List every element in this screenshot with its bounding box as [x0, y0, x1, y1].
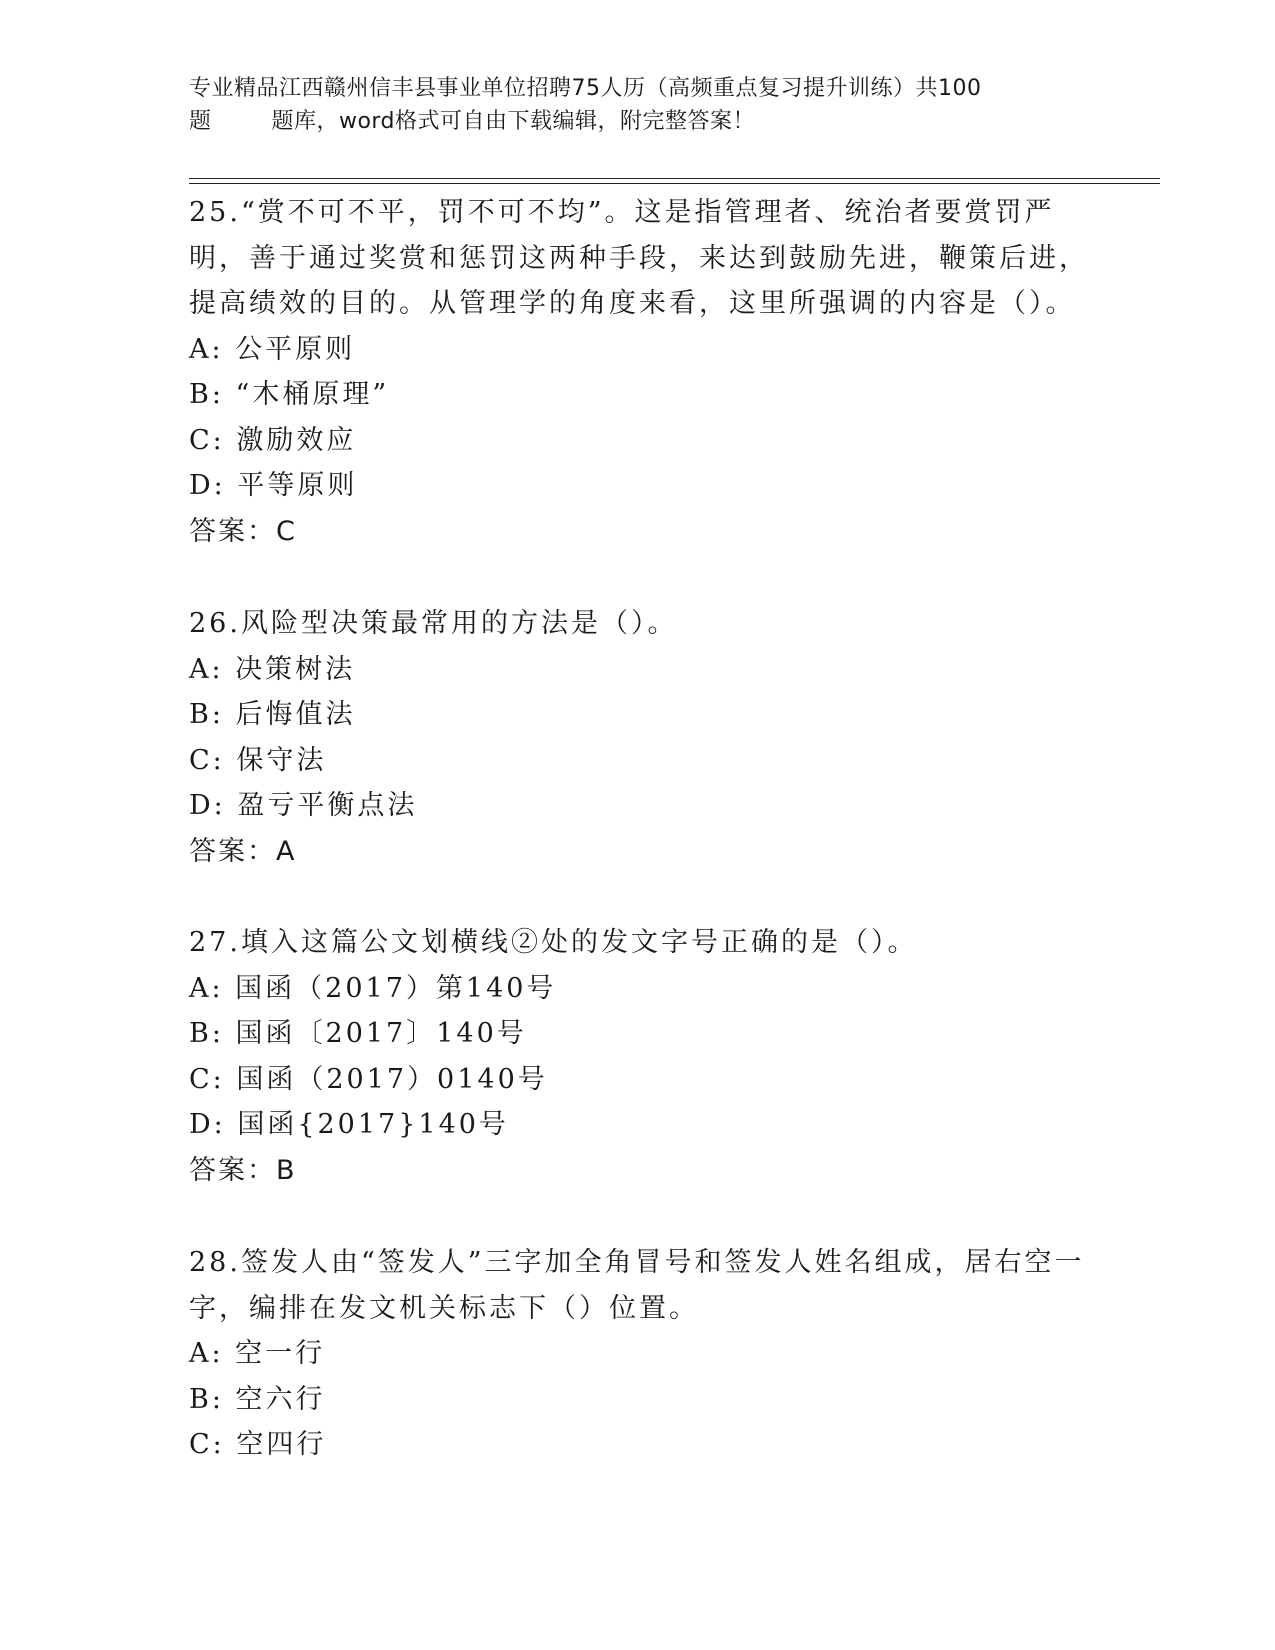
option-b: B: 国函〔2017〕140号 — [189, 1018, 527, 1049]
question-28 — [189, 1240, 1089, 1468]
question-stem: 26.风险型决策最常用的方法是（）。 — [189, 608, 678, 639]
option-b: B: “木桶原理” — [189, 379, 390, 410]
option-d: D: 国函{2017}140号 — [189, 1109, 509, 1140]
header-divider-bottom — [189, 183, 1160, 184]
question-25 — [189, 190, 1089, 554]
question-26 — [189, 601, 1089, 874]
question-stem: 28.签发人由“签发人”三字加全角冒号和签发人姓名组成，居右空一字，编排在发文机关标志下（）位置。 — [189, 1247, 1085, 1324]
question-stem: 27.填入这篇公文划横线②处的发文字号正确的是（）。 — [189, 927, 918, 958]
option-c: C: 激励效应 — [189, 424, 357, 456]
document-header — [189, 72, 1089, 138]
option-a: A: 国函（2017）第140号 — [189, 972, 557, 1004]
header-title-line-2: 题 题库，word格式可自由下载编辑，附完整答案！ — [189, 109, 756, 134]
option-c: C: 国函（2017）0140号 — [189, 1063, 548, 1095]
answer: 答案：C — [189, 515, 297, 547]
option-c: C: 保守法 — [189, 744, 327, 776]
answer: 答案：B — [189, 1154, 297, 1186]
option-b: B: 后悔值法 — [189, 699, 356, 730]
option-b: B: 空六行 — [189, 1383, 326, 1415]
question-27 — [189, 920, 1089, 1193]
answer: 答案：A — [189, 835, 297, 867]
question-stem: 25.“赏不可不平，罚不可不均”。这是指管理者、统治者要赏罚严明，善于通过奖赏和惩罚这两种手段，来达到鼓励先进，鞭策后进，提高绩效的目的。从管理学的角度来看，这里所强调的内容是（）。 — [189, 197, 1089, 319]
option-a: A: 空一行 — [189, 1338, 326, 1369]
header-title-line-1: 专业精品江西赣州信丰县事业单位招聘75人历（高频重点复习提升训练）共100 — [189, 76, 982, 101]
header-divider-top — [189, 178, 1160, 179]
option-a: A: 决策树法 — [189, 653, 356, 685]
option-d: D: 平等原则 — [189, 470, 358, 501]
option-c: C: 空四行 — [189, 1429, 327, 1460]
option-a: A: 公平原则 — [189, 333, 356, 365]
option-d: D: 盈亏平衡点法 — [189, 790, 418, 821]
